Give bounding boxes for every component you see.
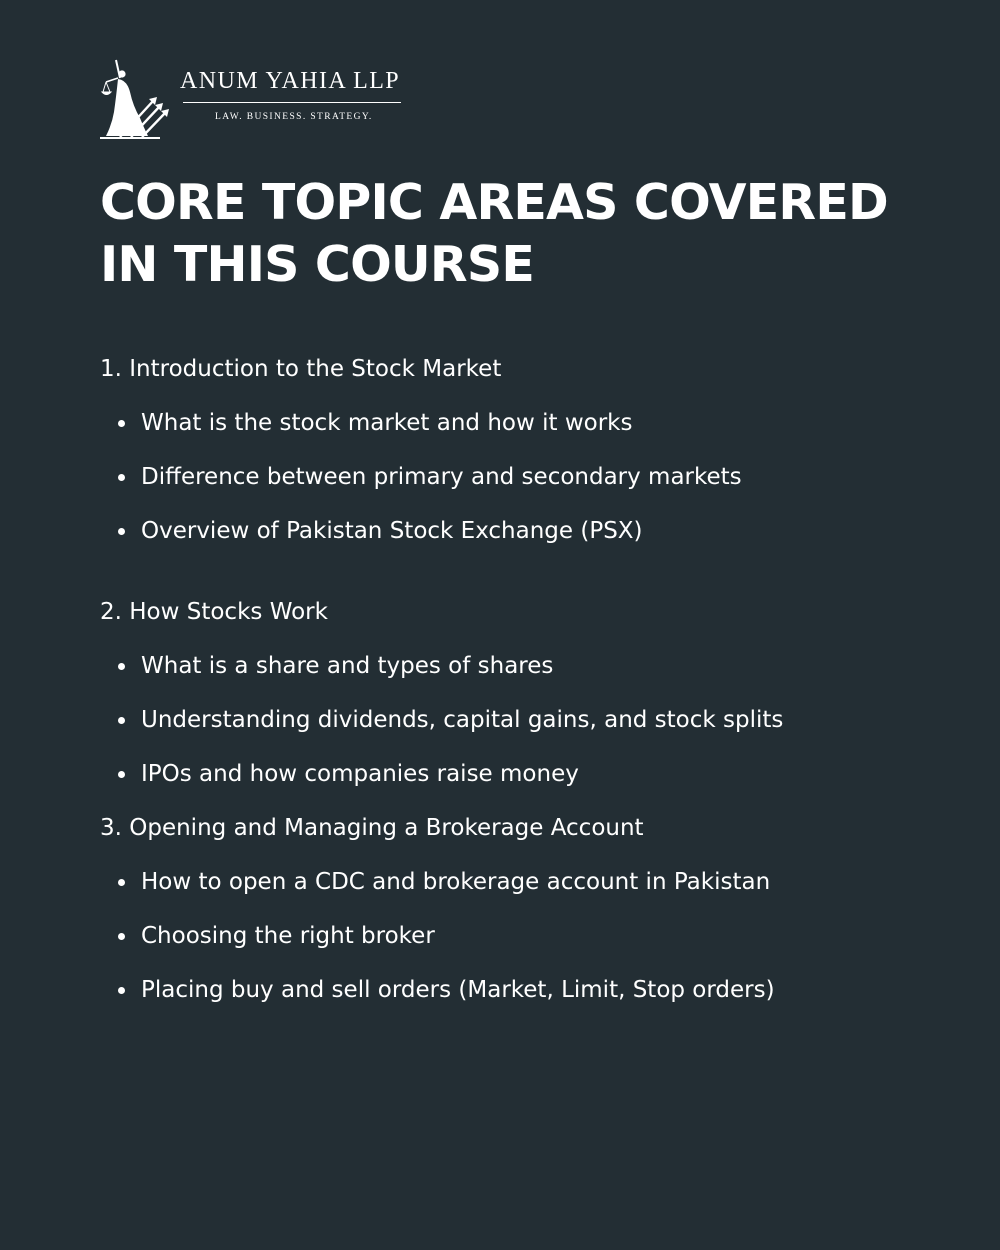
bullet-icon bbox=[118, 663, 125, 670]
list-item bbox=[100, 753, 920, 795]
list-item bbox=[100, 510, 920, 552]
list-item-text: Understanding dividends, capital gains, and stock splits bbox=[141, 707, 784, 733]
list-item bbox=[100, 699, 920, 741]
list-item-text: How to open a CDC and brokerage account in Pakistan bbox=[141, 869, 771, 895]
brand-tagline: LAW. BUSINESS. STRATEGY. bbox=[215, 112, 373, 122]
bullet-icon bbox=[118, 933, 125, 940]
topic-list bbox=[100, 348, 920, 1011]
list-item-text: What is a share and types of shares bbox=[141, 653, 554, 679]
list-item bbox=[100, 861, 920, 903]
list-item-text: IPOs and how companies raise money bbox=[141, 761, 579, 787]
bullet-icon bbox=[118, 987, 125, 994]
bullet-icon bbox=[118, 528, 125, 535]
bullet-list bbox=[100, 861, 920, 1011]
list-item bbox=[100, 915, 920, 957]
list-item bbox=[100, 456, 920, 498]
page-title: CORE TOPIC AREAS COVERED IN THIS COURSE bbox=[100, 174, 888, 293]
section-heading: 3. Opening and Managing a Brokerage Account bbox=[100, 815, 644, 841]
bullet-list bbox=[100, 402, 920, 552]
section-heading: 2. How Stocks Work bbox=[100, 599, 328, 625]
bullet-icon bbox=[118, 717, 125, 724]
section-heading: 1. Introduction to the Stock Market bbox=[100, 356, 502, 382]
list-item bbox=[100, 402, 920, 444]
topic-section bbox=[100, 591, 920, 795]
brand-logo bbox=[100, 58, 420, 142]
topic-section bbox=[100, 348, 920, 552]
list-item-text: Difference between primary and secondary markets bbox=[141, 464, 742, 490]
bullet-list bbox=[100, 645, 920, 795]
topic-section bbox=[100, 807, 920, 1011]
list-item-text: What is the stock market and how it works bbox=[141, 410, 633, 436]
list-item bbox=[100, 969, 920, 1011]
list-item-text: Overview of Pakistan Stock Exchange (PSX) bbox=[141, 518, 643, 544]
brand-name: ANUM YAHIA LLP bbox=[180, 68, 401, 94]
lady-justice-icon bbox=[100, 58, 170, 140]
bullet-icon bbox=[118, 771, 125, 778]
brand-divider bbox=[183, 102, 401, 103]
list-item-text: Choosing the right broker bbox=[141, 923, 435, 949]
bullet-icon bbox=[118, 420, 125, 427]
list-item-text: Placing buy and sell orders (Market, Limit, Stop orders) bbox=[141, 977, 775, 1003]
bullet-icon bbox=[118, 879, 125, 886]
list-item bbox=[100, 645, 920, 687]
bullet-icon bbox=[118, 474, 125, 481]
